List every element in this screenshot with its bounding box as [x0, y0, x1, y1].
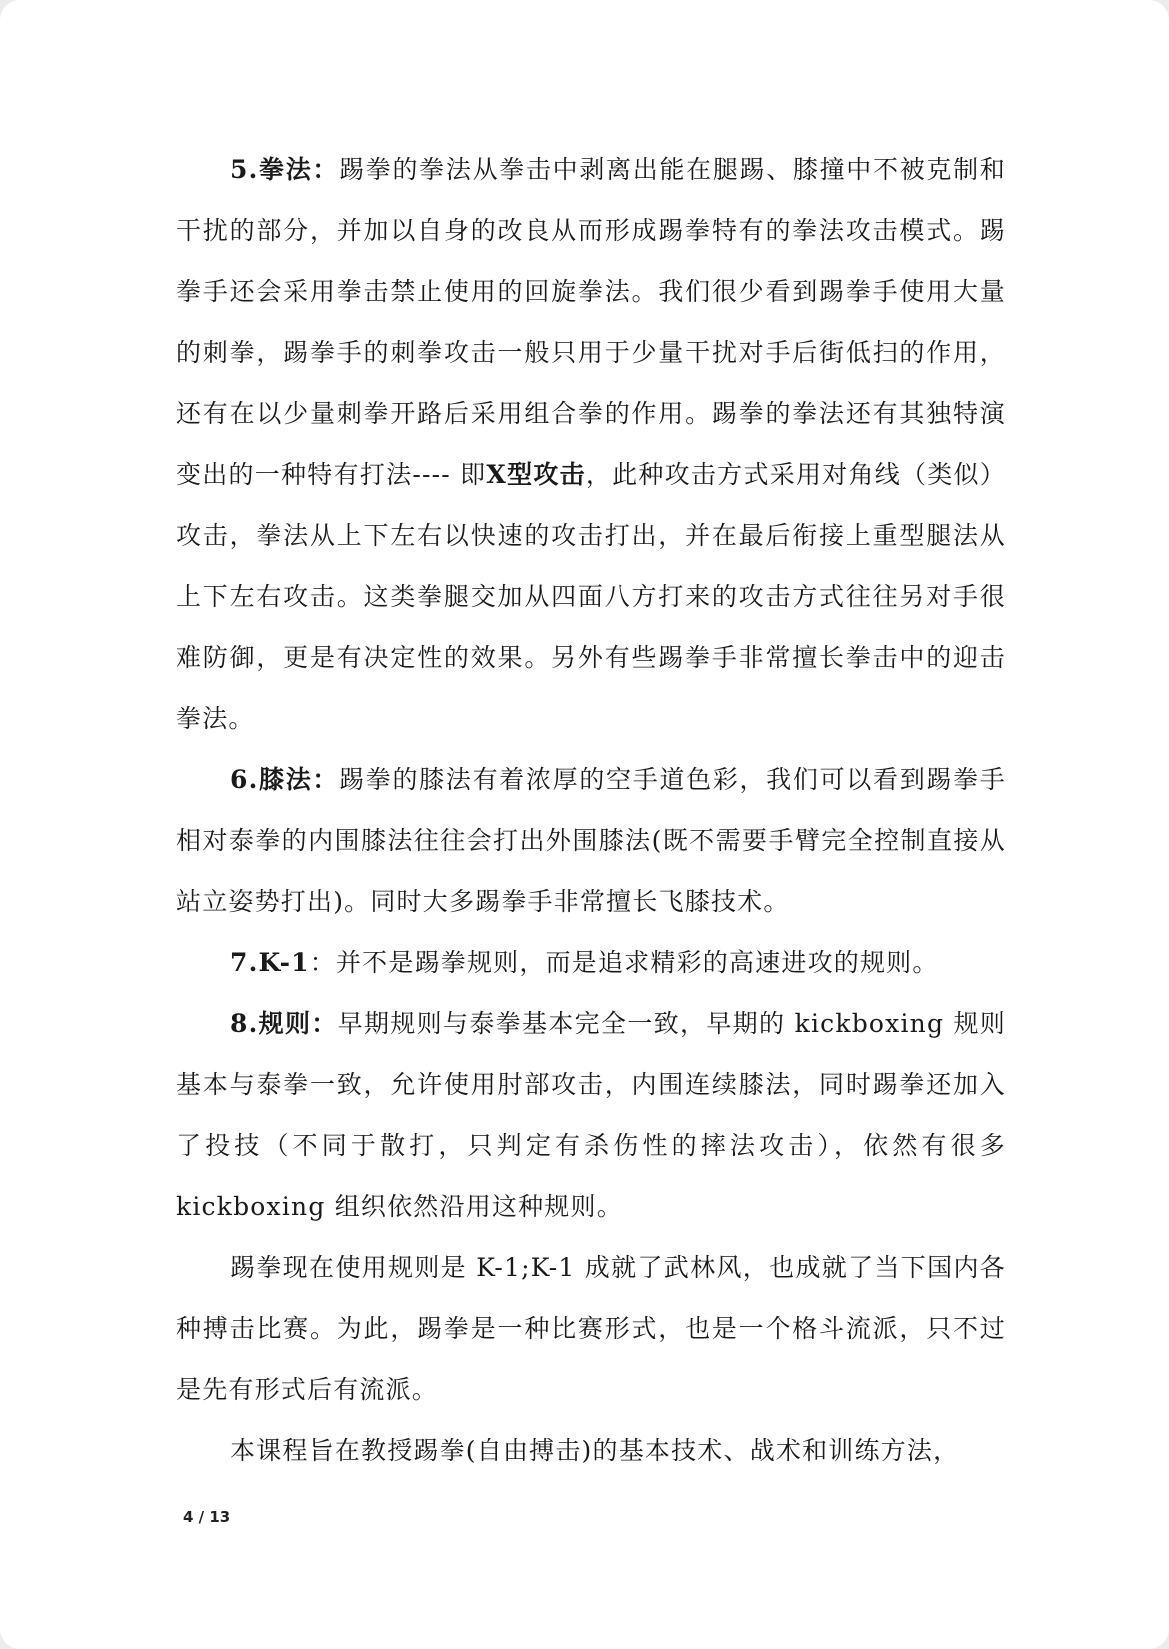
- section-heading-punching: 5.拳法：: [230, 155, 340, 184]
- section-heading-rules: 8.规则：: [230, 1009, 338, 1038]
- x-attack-term: X型攻击: [486, 460, 586, 489]
- section-heading-k1: 7.K-1: [230, 948, 310, 977]
- paragraph-text: 本课程旨在教授踢拳(自由搏击)的基本技术、战术和训练方法，: [230, 1436, 960, 1465]
- paragraph-text-continued: ，此种攻击方式采用对角线（类似）攻击，拳法从上下左右以快速的攻击打出，并在最后衔接上重型腿法从上下左右攻击。这类拳腿交加从四面八方打来的攻击方式往往另对手很难防御，更是有决定性的效果。另外有些踢拳手非常擅长拳击中的迎击拳法。: [176, 460, 1006, 733]
- section-heading-knee: 6.膝法：: [230, 765, 340, 794]
- body-text: [176, 139, 1006, 1481]
- paragraph-text: 早期规则与泰拳基本完全一致，早期的 kickboxing 规则基本与泰拳一致，允许使用肘部攻击，内围连续膝法，同时踢拳还加入了投技（不同于散打，只判定有杀伤性的摔法攻击），依然有很多 kickboxing 组织依然沿用这种规则。: [176, 1009, 1006, 1221]
- paragraph-text: 踢拳现在使用规则是 K-1;K-1 成就了武林风，也成就了当下国内各种搏击比赛。为此，踢拳是一种比赛形式，也是一个格斗流派，只不过是先有形式后有流派。: [176, 1253, 1006, 1404]
- paragraph-course-intro: [176, 1420, 1006, 1481]
- paragraph-current-rules: [176, 1237, 1006, 1420]
- paragraph-punching: [176, 139, 1006, 749]
- paragraph-k1: [176, 932, 1006, 993]
- paragraph-knee: [176, 749, 1006, 932]
- paragraph-text: 踢拳的膝法有着浓厚的空手道色彩，我们可以看到踢拳手相对泰拳的内围膝法往往会打出外围膝法(既不需要手臂完全控制直接从站立姿势打出)。同时大多踢拳手非常擅长飞膝技术。: [176, 765, 1006, 916]
- paragraph-text: 踢拳的拳法从拳击中剥离出能在腿踢、膝撞中不被克制和干扰的部分，并加以自身的改良从而形成踢拳特有的拳法攻击模式。踢拳手还会采用拳击禁止使用的回旋拳法。我们很少看到踢拳手使用大量的刺拳，踢拳手的刺拳攻击一般只用于少量干扰对手后街低扫的作用，还有在以少量刺拳开路后采用组合拳的作用。踢拳的拳法还有其独特演变出的一种特有打法---- 即: [176, 155, 1006, 489]
- paragraph-text: ：并不是踢拳规则，而是追求精彩的高速进攻的规则。: [309, 948, 939, 977]
- page-number: 4 / 13: [183, 1508, 231, 1526]
- paragraph-rules: [176, 993, 1006, 1237]
